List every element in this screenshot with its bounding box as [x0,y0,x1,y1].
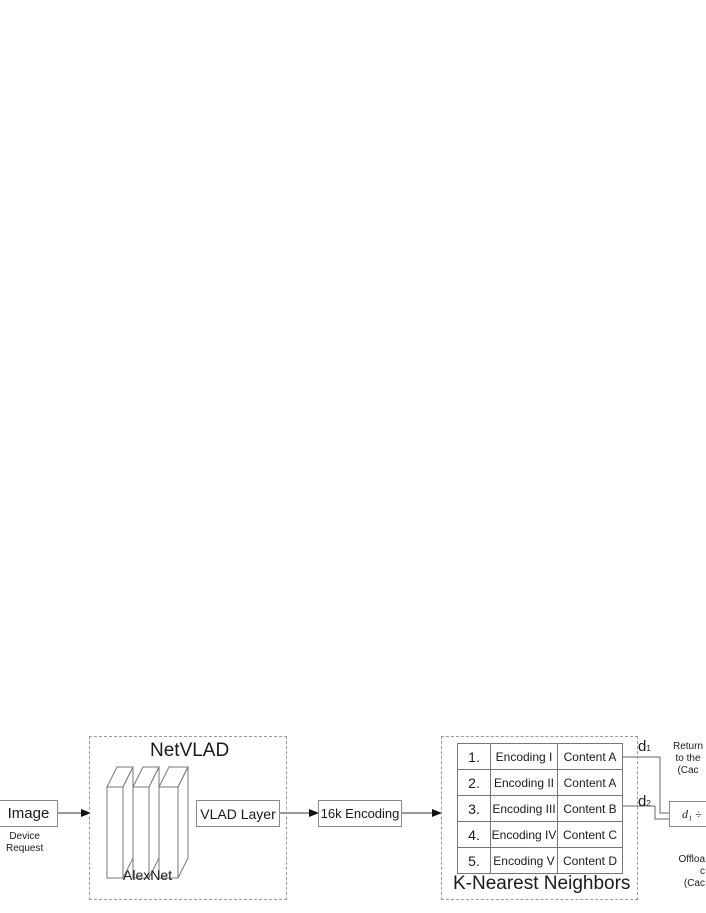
alexnet-label: AlexNet [123,867,173,883]
return-cache-label: Return to the (Cac [673,741,704,776]
knn-content-cell: Content A [558,744,623,770]
encoding-box: 16k Encoding [318,800,402,827]
knn-encoding-cell: Encoding V [491,848,558,874]
offload-cache-label: Offloa c (Cac [678,854,705,889]
d1-label: d1 [638,738,651,755]
knn-row [458,744,623,770]
knn-encoding-cell: Encoding I [491,744,558,770]
knn-content-cell: Content A [558,770,623,796]
knn-index-cell: 3. [458,796,491,822]
ratio-box: d₁ ÷ [669,801,706,827]
vlad-layer-box: VLAD Layer [196,800,280,827]
knn-row [458,848,623,874]
knn-index-cell: 2. [458,770,491,796]
knn-encoding-cell: Encoding III [491,796,558,822]
knn-index-cell: 1. [458,744,491,770]
knn-index-cell: 4. [458,822,491,848]
knn-content-cell: Content B [558,796,623,822]
knn-title: K-Nearest Neighbors [453,873,631,894]
knn-encoding-cell: Encoding IV [491,822,558,848]
knn-index-cell: 5. [458,848,491,874]
knn-content-cell: Content C [558,822,623,848]
image-input-box [0,800,58,827]
knn-row [458,822,623,848]
netvlad-title: NetVLAD [150,740,230,761]
knn-row [458,796,623,822]
image-label: Image [7,805,50,822]
d2-label: d2 [638,793,651,810]
knn-row [458,770,623,796]
knn-table [457,743,623,874]
knn-content-cell: Content D [558,848,623,874]
knn-encoding-cell: Encoding II [491,770,558,796]
device-request-label: Device Request [6,831,44,854]
